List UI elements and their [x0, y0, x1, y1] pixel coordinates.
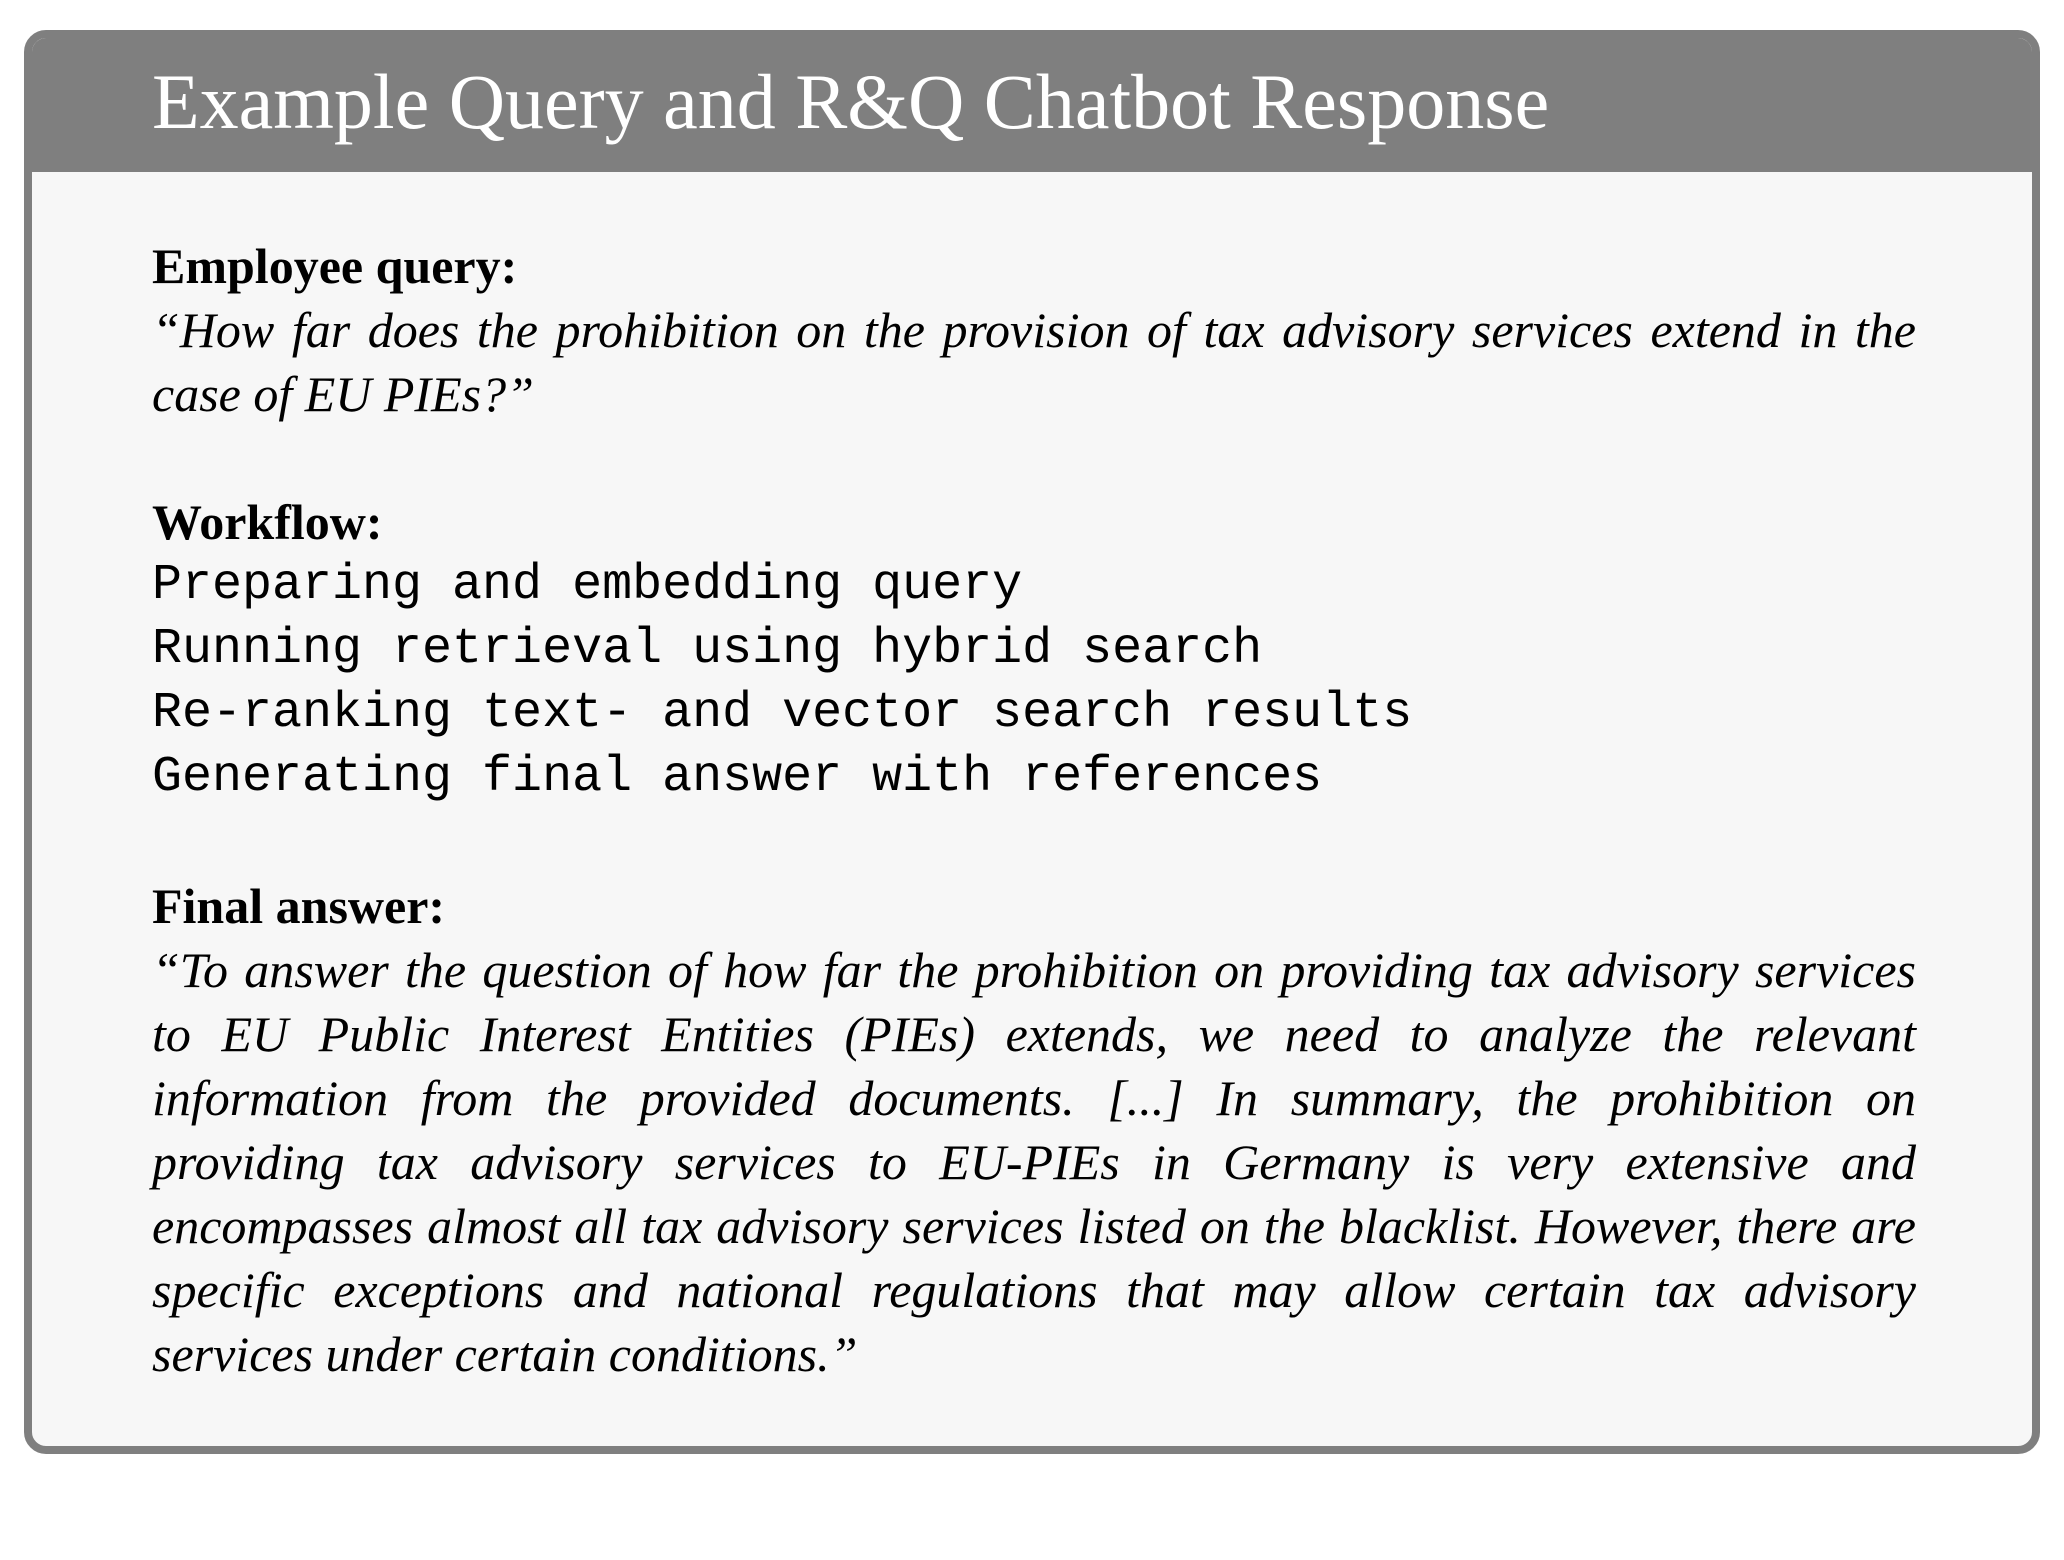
- query-text: “How far does the prohibition on the provision of tax advisory services extend in the case of EU PIEs?”: [152, 302, 1916, 422]
- spacer: [152, 426, 1916, 490]
- workflow-step: Preparing and embedding query: [152, 557, 1023, 614]
- query-section: [152, 234, 1916, 426]
- answer-text: “To answer the question of how far the prohibition on providing tax advisory services to EU Public Interest Entities (PIEs) extends, we need to analyze the relevant information from the provided documents. [...] In summary, the prohibition on providing tax advisory services to EU-PIEs in Germany is very extensive and encompasses almost all tax advisory services listed on the blacklist. However, there are specific exceptions and national regulations that may allow certain tax advisory services under certain conditions.”: [152, 942, 1916, 1382]
- query-heading: Employee query:: [152, 238, 518, 294]
- title-bar: [32, 38, 2032, 172]
- spacer: [152, 810, 1916, 874]
- workflow-section: [152, 490, 1916, 810]
- workflow-heading: Workflow:: [152, 494, 383, 550]
- workflow-step: Running retrieval using hybrid search: [152, 621, 1263, 678]
- workflow-step: Generating final answer with references: [152, 749, 1323, 806]
- workflow-steps: [152, 554, 1916, 810]
- box-title: Example Query and R&Q Chatbot Response: [152, 58, 1550, 145]
- example-box: [24, 30, 2040, 1454]
- workflow-step: Re-ranking text- and vector search results: [152, 685, 1413, 742]
- box-content: [152, 234, 1916, 1386]
- answer-section: [152, 874, 1916, 1386]
- answer-heading: Final answer:: [152, 878, 446, 934]
